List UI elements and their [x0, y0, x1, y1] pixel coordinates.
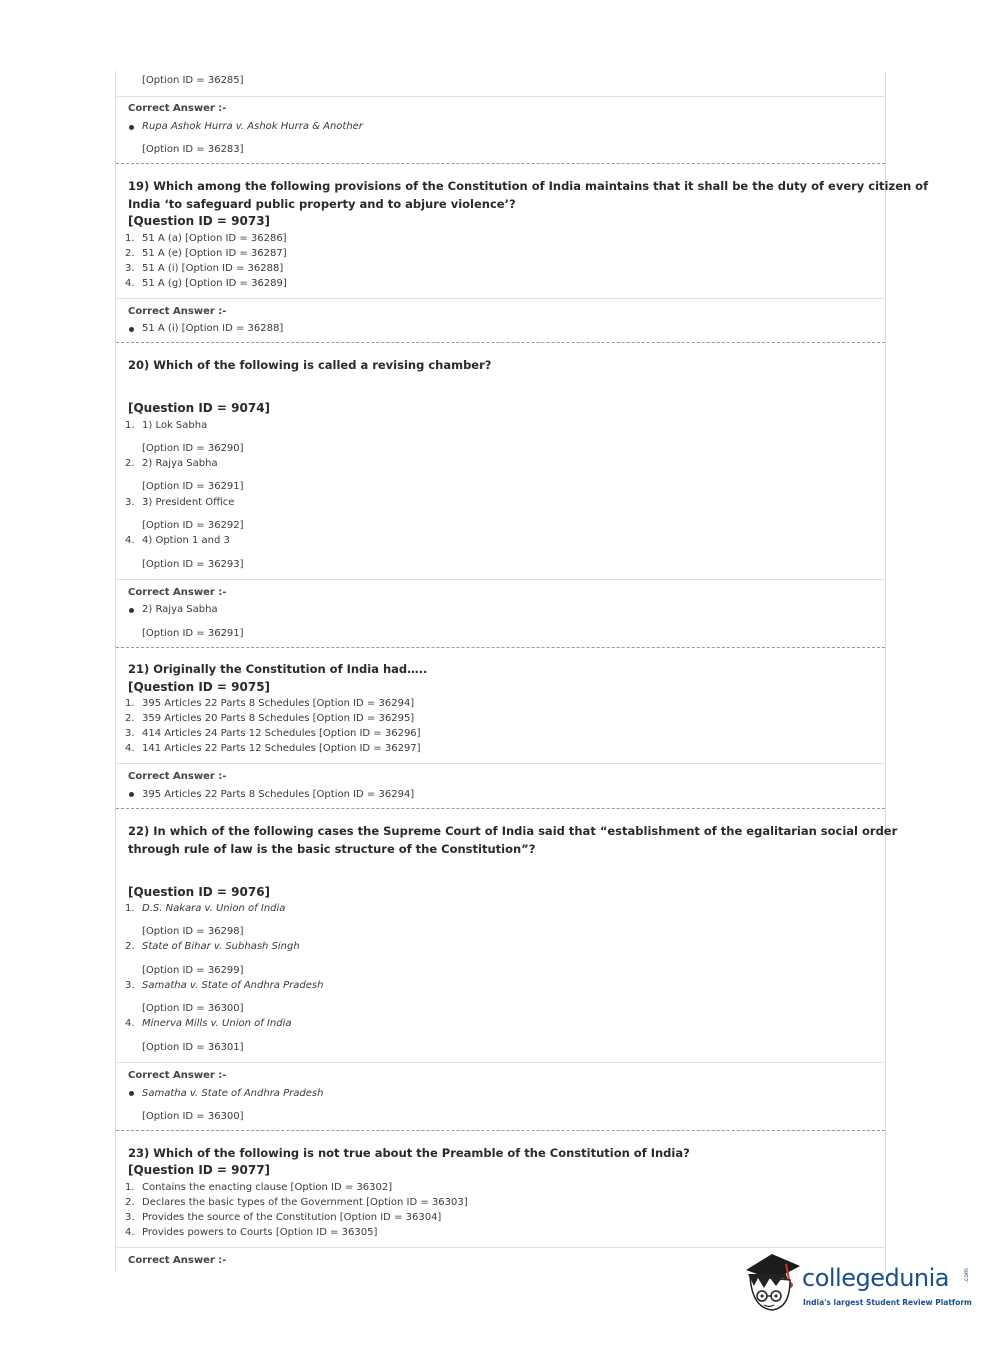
option-item: 2) Rajya Sabha — [142, 458, 218, 469]
option-item: 1) Lok Sabha — [142, 420, 208, 431]
question-separator — [116, 342, 885, 343]
question-text: through rule of law is the basic structure of the Constitution”? — [128, 842, 536, 856]
option-item: D.S. Nakara v. Union of India — [142, 903, 286, 914]
divider — [116, 298, 885, 299]
logo-suffix: .com — [962, 1268, 970, 1283]
option-number: 2. — [125, 713, 135, 724]
option-item: 51 A (e) [Option ID = 36287] — [142, 248, 287, 259]
option-id: [Option ID = 36301] — [142, 1042, 244, 1053]
option-item: 51 A (i) [Option ID = 36288] — [142, 263, 284, 274]
bullet-icon — [129, 792, 134, 797]
option-item: 359 Articles 20 Parts 8 Schedules [Option ID = 36295] — [142, 713, 415, 724]
question-id: [Question ID = 9075] — [128, 680, 271, 694]
logo-tagline: India's largest Student Review Platform — [803, 1298, 972, 1307]
bullet-icon — [129, 125, 134, 130]
correct-answer-text: Rupa Ashok Hurra v. Ashok Hurra & Another — [142, 121, 363, 132]
question-separator — [116, 808, 885, 809]
option-number: 1. — [125, 420, 135, 431]
question-text: 21) Originally the Constitution of India had….. — [128, 662, 428, 676]
correct-answer-text: 395 Articles 22 Parts 8 Schedules [Option ID = 36294] — [142, 789, 415, 800]
option-number: 4. — [125, 535, 135, 546]
option-number: 2. — [125, 941, 135, 952]
option-item: 395 Articles 22 Parts 8 Schedules [Option ID = 36294] — [142, 698, 415, 709]
bullet-icon — [129, 327, 134, 332]
option-id: [Option ID = 36291] — [142, 481, 244, 492]
option-id: [Option ID = 36285] — [142, 75, 244, 86]
option-item: Provides powers to Courts [Option ID = 36305] — [142, 1227, 378, 1238]
correct-answer-label: Correct Answer :- — [128, 1255, 227, 1266]
divider — [116, 1247, 885, 1248]
correct-answer-text: 2) Rajya Sabha — [142, 604, 218, 615]
divider — [116, 96, 885, 97]
question-id: [Question ID = 9076] — [128, 885, 271, 899]
divider — [116, 1062, 885, 1063]
option-number: 1. — [125, 233, 135, 244]
option-number: 4. — [125, 278, 135, 289]
option-id: [Option ID = 36292] — [142, 520, 244, 531]
question-id: [Question ID = 9077] — [128, 1163, 271, 1177]
divider — [116, 763, 885, 764]
option-number: 4. — [125, 1018, 135, 1029]
question-text: 23) Which of the following is not true about the Preamble of the Constitution of India? — [128, 1146, 690, 1160]
option-item: 3) President Office — [142, 497, 235, 508]
option-item: 51 A (a) [Option ID = 36286] — [142, 233, 287, 244]
option-id: [Option ID = 36293] — [142, 559, 244, 570]
correct-answer-text: Samatha v. State of Andhra Pradesh — [142, 1088, 324, 1099]
question-id: [Question ID = 9073] — [128, 214, 271, 228]
correct-answer-label: Correct Answer :- — [128, 306, 227, 317]
bullet-icon — [129, 608, 134, 613]
option-item: Samatha v. State of Andhra Pradesh — [142, 980, 324, 991]
correct-answer-label: Correct Answer :- — [128, 103, 227, 114]
question-text: 22) In which of the following cases the Supreme Court of India said that “establishment of the egalitarian social order — [128, 824, 898, 838]
correct-answer-label: Correct Answer :- — [128, 771, 227, 782]
option-item: 4) Option 1 and 3 — [142, 535, 230, 546]
option-number: 2. — [125, 248, 135, 259]
divider — [116, 579, 885, 580]
correct-answer-label: Correct Answer :- — [128, 1070, 227, 1081]
bullet-icon — [129, 1091, 134, 1096]
option-item: Contains the enacting clause [Option ID = 36302] — [142, 1182, 393, 1193]
logo-wordmark: collegedunia — [802, 1264, 950, 1292]
question-separator — [116, 1130, 885, 1131]
option-number: 4. — [125, 743, 135, 754]
option-id: [Option ID = 36300] — [142, 1111, 244, 1122]
option-item: 414 Articles 24 Parts 12 Schedules [Option ID = 36296] — [142, 728, 421, 739]
option-id: [Option ID = 36283] — [142, 144, 244, 155]
option-item: Declares the basic types of the Government [Option ID = 36303] — [142, 1197, 468, 1208]
option-id: [Option ID = 36291] — [142, 628, 244, 639]
question-separator — [116, 647, 885, 648]
question-text: 20) Which of the following is called a revising chamber? — [128, 358, 492, 372]
option-number: 2. — [125, 458, 135, 469]
option-number: 4. — [125, 1227, 135, 1238]
option-number: 3. — [125, 263, 135, 274]
question-id: [Question ID = 9074] — [128, 401, 271, 415]
option-item: Provides the source of the Constitution [Option ID = 36304] — [142, 1212, 442, 1223]
option-number: 2. — [125, 1197, 135, 1208]
option-item: 141 Articles 22 Parts 12 Schedules [Option ID = 36297] — [142, 743, 421, 754]
option-number: 1. — [125, 698, 135, 709]
option-id: [Option ID = 36290] — [142, 443, 244, 454]
option-id: [Option ID = 36300] — [142, 1003, 244, 1014]
option-id: [Option ID = 36299] — [142, 965, 244, 976]
question-paper-sheet — [115, 71, 929, 1271]
correct-answer-label: Correct Answer :- — [128, 587, 227, 598]
option-item: Minerva Mills v. Union of India — [142, 1018, 292, 1029]
option-item: State of Bihar v. Subhash Singh — [142, 941, 300, 952]
option-number: 3. — [125, 497, 135, 508]
option-number: 3. — [125, 980, 135, 991]
question-text: India ‘to safeguard public property and to abjure violence’? — [128, 197, 516, 211]
question-text: 19) Which among the following provisions of the Constitution of India maintains that it shall be the duty of every citizen of — [128, 179, 929, 193]
collegedunia-logo[interactable] — [742, 1250, 972, 1320]
option-id: [Option ID = 36298] — [142, 926, 244, 937]
option-item: 51 A (g) [Option ID = 36289] — [142, 278, 287, 289]
option-number: 3. — [125, 1212, 135, 1223]
option-number: 1. — [125, 903, 135, 914]
question-separator — [116, 163, 885, 164]
correct-answer-text: 51 A (i) [Option ID = 36288] — [142, 323, 284, 334]
option-number: 1. — [125, 1182, 135, 1193]
mascot-icon — [742, 1250, 802, 1320]
option-number: 3. — [125, 728, 135, 739]
